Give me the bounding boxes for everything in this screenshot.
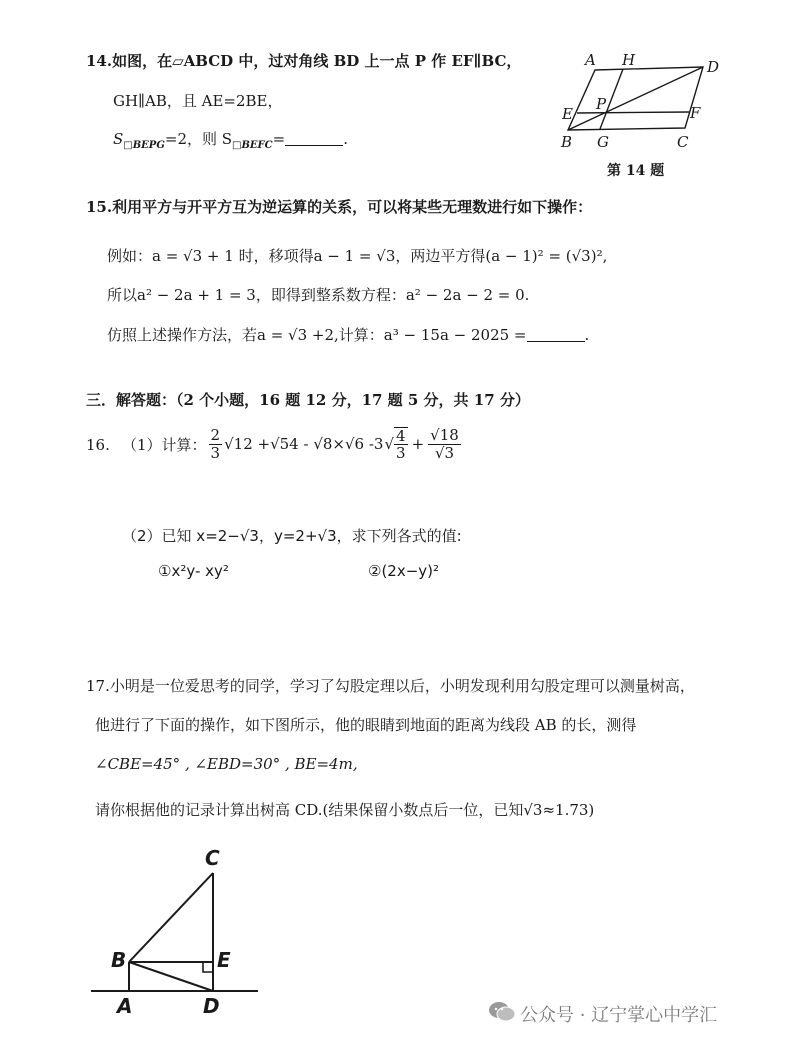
fig14-label-d: D [707, 58, 720, 76]
q17-line4: 请你根据他的记录计算出树高 CD.(结果保留小数点后一位，已知√3≈1.73) [95, 801, 595, 819]
fig14-label-p: P [596, 95, 607, 113]
fig17-label-b: B [111, 948, 127, 972]
q16-term1: √12 +√54 - √8×√6 -3 [224, 435, 384, 453]
q14-line2: GH∥AB，且 AE=2BE， [113, 92, 283, 110]
q16-frac2-num: 4 [396, 426, 406, 445]
fig14-label-e: E [562, 105, 573, 123]
fig14-label-c: C [677, 133, 689, 151]
section3-heading: 三．解答题：（2 个小题，16 题 12 分，17 题 5 分，共 17 分） [86, 391, 530, 409]
fig17-label-a: A [117, 994, 133, 1018]
q14-line1: 14.如图，在▱ABCD 中，过对角线 BD 上一点 P 作 EF∥BC， [86, 52, 522, 70]
q16-plus: + [411, 435, 425, 453]
fig14-label-a: A [585, 51, 596, 69]
fig14-caption: 第 14 题 [607, 163, 665, 179]
q15-line4-text: 仿照上述操作方法，若a = √3 +2,计算：a³ − 15a − 2025 = [107, 326, 527, 344]
q14-end: . [343, 130, 348, 148]
q16-sub1: ①x²y- xy² [158, 562, 229, 580]
q16-frac2-den: 3 [396, 444, 406, 462]
q16-frac3-den: √3 [434, 443, 455, 462]
q14-s1: S [113, 130, 124, 148]
fig14-label-f: F [690, 104, 701, 122]
q16-part1-label: （1）计算： [122, 435, 207, 454]
q17-line2: 他进行了下面的操作，如下图所示，他的眼睛到地面的距离为线段 AB 的长，测得 [95, 716, 637, 734]
q17-line3: ∠CBE=45° , ∠EBD=30° , BE=4m, [95, 755, 358, 773]
wechat-icon [488, 1001, 516, 1023]
q16-part2: （2）已知 x=2−√3，y=2+√3，求下列各式的值: [122, 527, 462, 545]
q16-number: 16. [86, 436, 110, 454]
q16-frac1-num: 2 [210, 426, 221, 444]
q15-line4-end: . [584, 326, 590, 344]
q16-sub2: ②(2x−y)² [368, 562, 440, 580]
q14-sub2: □BEFC [232, 140, 273, 151]
q16-frac1-den: 3 [210, 443, 221, 462]
q16-frac3-num: √18 [430, 426, 459, 444]
fig17-label-c: C [205, 846, 220, 870]
fig14-label-g: G [597, 133, 609, 151]
watermark-text: 公众号 · 辽宁掌心中学汇 [520, 1005, 718, 1026]
q14-sub1: □BEPG [123, 140, 165, 151]
q15-line3: 所以a² − 2a + 1 = 3，即得到整系数方程：a² − 2a − 2 = 0. [107, 286, 530, 304]
fig17-label-d: D [203, 994, 220, 1018]
fig17-label-e: E [217, 948, 231, 972]
q14-eq: = [272, 130, 286, 148]
q15-line1: 15.利用平方与开平方互为逆运算的关系，可以将某些无理数进行如下操作： [86, 198, 593, 216]
fig14-label-b: B [561, 133, 573, 151]
q16-part1: （1）计算： $\frac{2}{3}$ √12 +√54 - √8×√6 -3 √ $\frac{4}{3}$ + $\frac{√18}{√3}$ [122, 426, 459, 462]
q14-mid: =2，则 S [164, 130, 233, 148]
fig14-label-h: H [622, 51, 636, 69]
q15-line2: 例如：a = √3 + 1 时，移项得a − 1 = √3，两边平方得(a − 1)² = (√3)², [107, 247, 608, 265]
q17-line1: 17.小明是一位爱思考的同学，学习了勾股定理以后，小明发现利用勾股定理可以测量树高， [86, 677, 695, 695]
